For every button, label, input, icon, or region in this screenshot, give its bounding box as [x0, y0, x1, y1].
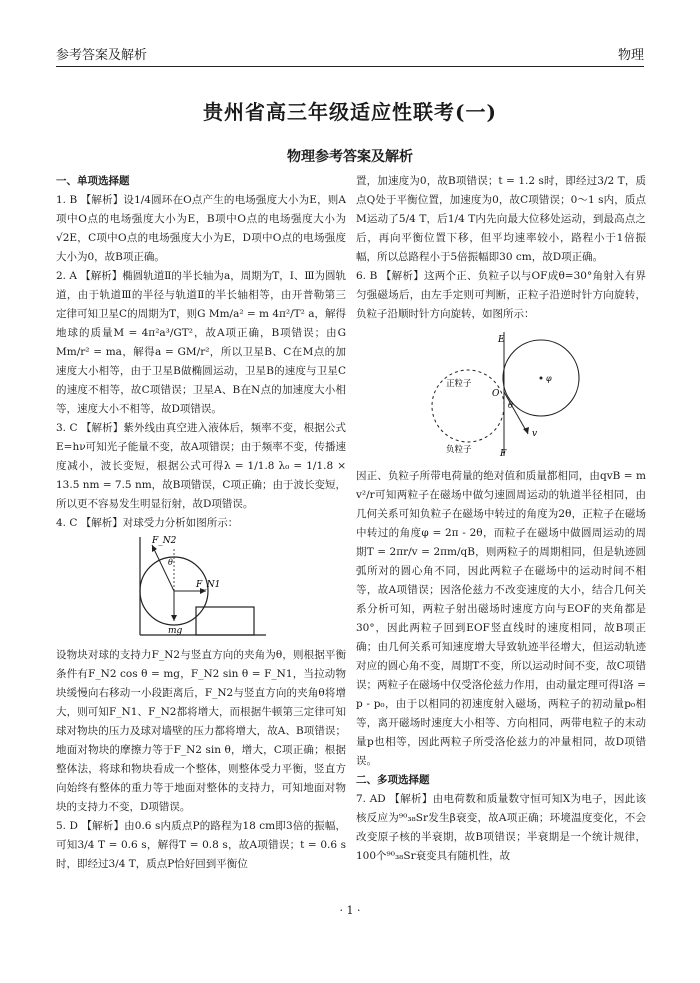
page-number: · 1 ·	[339, 904, 361, 917]
answer-3: 3. C 【解析】紫外线由真空进入液体后，频率不变，根据公式E=hν可知光子能量不变，故A项错误；由于频率不变，传播速度减小，波长变短，根据公式可得λ = 1/1.8 λ₀ = 1/1.8 × 13.5 nm = 7.5 nm，故B项错误，C项正确；由于波长变短，所以更不容易发生明显衍射，故D项错误。	[56, 422, 346, 510]
section-heading-multiple-choice: 二、多项选择题	[356, 774, 430, 786]
answer-7: 7. AD 【解析】由电荷数和质量数守恒可知X为电子，因此该核反应为⁹⁰₃₈Sr发生β衰变，故A项正确；环境温度变化，不会改变原子核的半衰期，故B项错误；半衰期是一个统计规律，100个⁹⁰₃₈Sr衰变具有随机性，故	[356, 793, 646, 862]
answer-5: 5. D 【解析】由0.6 s内质点P的路程为18 cm即3倍的振幅，可知3/4 T = 0.6 s，解得T = 0.8 s，故A项错误；t = 0.6 s时，即经过3/4 T，质点P恰好回到平衡位	[56, 820, 346, 870]
header-left: 参考答案及解析	[56, 48, 148, 63]
fn2-label: F_N2	[152, 536, 177, 546]
block-rect	[196, 607, 254, 635]
page-subtitle: 物理参考答案及解析	[287, 149, 413, 165]
mg-label: mg	[168, 626, 183, 636]
answer-5-continued: 置，加速度为0，故B项错误；t = 1.2 s时，即经过3/2 T，质点Q处于平衡位置，加速度为0，故C项错误；0～1 s内，质点M运动了5/4 T，后1/4 T内先向最大位移处运动，到最高点之后，再向平衡位置下移，但平均速率较小，路程小于1倍振幅，所以总路程小于5倍振幅即30 cm，故D项正确。	[356, 175, 646, 263]
answer-4: 4. C 【解析】对球受力分析如图所示：	[56, 517, 239, 529]
answer-6: 6. B 【解析】这两个正、负粒子以与OF成θ=30°角射入有界匀强磁场后，由左手定则可判断，正粒子沿逆时针方向旋转，负粒子沿顺时针方向旋转，如图所示：	[356, 270, 646, 320]
label-f: F	[500, 449, 507, 458]
center-dot	[540, 377, 543, 380]
header-subject: 物理	[617, 48, 644, 63]
answer-6-analysis: 因正、负粒子所带电荷量的绝对值和质量都相同，由qvB = m v²/r可知两粒子在磁场中做匀速圆周运动的轨道半径相同，由几何关系可知负粒子在磁场中转过的角度为2θ，正粒子在磁场中转过的角度φ = 2π - 2θ，而粒子在磁场中做圆周运动的周期T = 2πr/v = 2πm/qB，则两粒子的周期相同，但是轨迹圆弧所对的圆心角不同，因此两粒子在磁场中的运动时间不相等，故A项错误；因洛伦兹力不改变速度的大小，结合几何关系分析可知，两粒子射出磁场时速度方向与EOF的夹角都是30°，因此两粒子回到EOF竖直线时的速度相同，故B项正确；由几何关系可知速度增大导致轨迹半径增大，但运动轨迹对应的圆心角不变，周期T不变，所以运动时间不变，故C项错误；两粒子在磁场中仅受洛伦兹力作用，由动量定理可得I洛 = p - p₀，由于以相同的初速度射入磁场，两粒子的初动量p₀相等，离开磁场时速度大小相等、方向相同，两带电粒子的末动量p也相等，因此两粒子所受洛伦兹力的冲量相同，故D项错误。	[356, 470, 646, 767]
left-column	[56, 172, 346, 874]
label-positive-particle: 正粒子	[446, 379, 472, 389]
label-v: v	[532, 429, 538, 439]
theta-label: θ	[168, 558, 173, 567]
velocity-arrowhead	[523, 427, 529, 434]
label-phi: φ	[546, 374, 552, 383]
label-negative-particle: 负粒子	[446, 445, 472, 455]
magnetic-field-diagram	[356, 326, 646, 458]
fn1-label: F_N1	[196, 580, 221, 590]
answer-4-analysis: 设物块对球的支持力F_N2与竖直方向的夹角为θ，则根据平衡条件有F_N2 cos θ = mg，F_N2 sin θ = F_N1，当拉动物块缓慢向右移动一小段距离后，F_N2与竖直方向的夹角θ将增大，则可知F_N1、F_N2都将增大，而根据牛顿第三定律可知球对物块的压力及球对墙壁的压力都将增大，故A、B项错误；地面对物块的摩擦力等于F_N2 sin θ，增大，C项正确；根据整体法，将球和物块看成一个整体，则整体受力平衡，竖直方向始终有整体的重力等于地面对整体的支持力，可知地面对物块的支持力不变，D项错误。	[56, 649, 346, 813]
label-o: O	[492, 389, 500, 399]
fn2-arrow	[152, 545, 174, 591]
label-theta: θ	[508, 401, 513, 410]
answer-1: 1. B 【解析】设1/4圆环在O点产生的电场强度大小为E，则A项中O点的电场强度大小为E，B项中O点的电场强度大小为√2E，C项中O点的电场强度大小为E，D项中O点的电场强度大小为0，故B项正确。	[56, 194, 346, 263]
force-diagram-figure	[56, 535, 346, 644]
page-header	[56, 40, 644, 67]
page-title: 贵州省高三年级适应性联考(一)	[203, 100, 497, 124]
section-heading-single-choice: 一、单项选择题	[56, 175, 130, 187]
answer-2: 2. A 【解析】椭圆轨道Ⅱ的半长轴为a，周期为T，Ⅰ、Ⅲ为圆轨道，由于轨道Ⅲ的半径与轨道Ⅱ的半长轴相等，由开普勒第三定律可知卫星C的周期为T，则G Mm/a² = m 4π²/T² a，解得地球的质量M = 4π²a³/GT²，故A项正确，B项错误；由G Mm/r² = ma，解得a = GM/r²，所以卫星B、C在M点的加速度大小相等，由于卫星B做椭圆运动，卫星B的速度与卫星C的速度不相等，故C项错误；卫星A、B在N点的加速度大小相等，速度大小不相等，故D项错误。	[56, 270, 346, 415]
velocity-arrow	[504, 392, 528, 434]
magnetic-field-figure	[356, 326, 646, 465]
mg-arrowhead	[171, 615, 177, 621]
label-e: E	[498, 335, 505, 345]
right-column	[356, 172, 646, 866]
force-diagram	[56, 535, 346, 637]
